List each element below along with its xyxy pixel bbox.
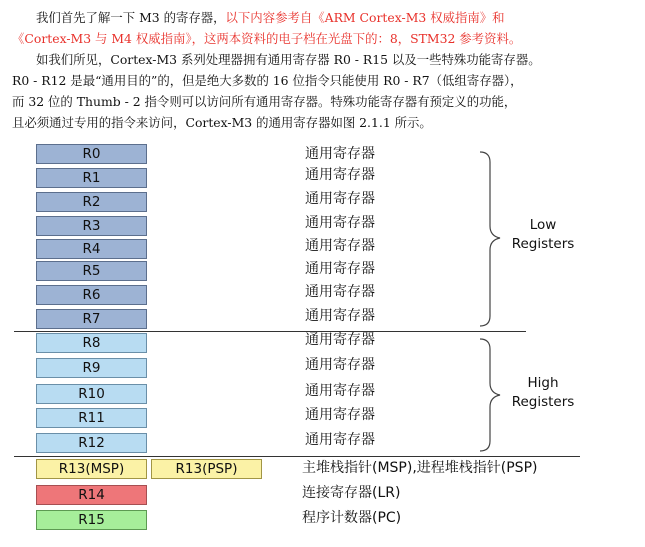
register-r10-desc: 通用寄存器: [305, 383, 375, 399]
register-r0: R0: [36, 144, 147, 164]
register-r1-desc: 通用寄存器: [305, 167, 375, 183]
register-r14: R14: [36, 485, 147, 505]
intro-highlight-c: 《Cortex-M3 与 M4 权威指南》，这两本资料的电子档在光盘下的：8，STM32 参考资料。: [12, 31, 522, 46]
register-r9-desc: 通用寄存器: [305, 357, 375, 373]
intro-line-6: 且必须通过专用的指令来访问，Cortex-M3 的通用寄存器如图 2.1.1 所示。: [12, 115, 432, 130]
register-r0-desc: 通用寄存器: [305, 146, 375, 162]
register-r5-desc: 通用寄存器: [305, 261, 375, 277]
intro-line-1: [36, 8, 645, 28]
high-label-line1: High: [527, 375, 559, 391]
register-r11-desc: 通用寄存器: [305, 407, 375, 423]
intro-text-a: 我们首先了解一下 M3 的寄存器，: [36, 10, 226, 25]
register-r13-psp: R13(PSP): [151, 459, 262, 479]
register-r15: R15: [36, 510, 147, 530]
register-r12-desc: 通用寄存器: [305, 432, 375, 448]
intro-line-3: 如我们所见，Cortex-M3 系列处理器拥有通用寄存器 R0 - R15 以及一些特殊功能寄存器。: [36, 52, 541, 67]
register-r4-desc: 通用寄存器: [305, 238, 375, 254]
register-r3-desc: 通用寄存器: [305, 215, 375, 231]
register-r11: R11: [36, 408, 147, 428]
low-registers-label: [498, 216, 588, 254]
register-r15-desc: 程序计数器(PC): [302, 510, 402, 526]
register-r14-desc: 连接寄存器(LR): [302, 485, 401, 501]
register-r8-desc: 通用寄存器: [305, 332, 375, 348]
low-label-line2: Registers: [511, 236, 575, 252]
register-r2-desc: 通用寄存器: [305, 191, 375, 207]
register-r13-msp: R13(MSP): [36, 459, 147, 479]
register-r3: R3: [36, 216, 147, 236]
register-r13-desc: 主堆栈指针(MSP),进程堆栈指针(PSP): [302, 460, 538, 476]
register-r5: R5: [36, 261, 147, 281]
special-registers-divider: [14, 456, 580, 457]
register-r4: R4: [36, 239, 147, 259]
register-r9: R9: [36, 358, 147, 378]
intro-highlight-b: 以下内容参考自《ARM Cortex-M3 权威指南》和: [225, 10, 505, 25]
register-r10: R10: [36, 384, 147, 404]
high-registers-label: [498, 374, 588, 412]
intro-line-4: R0 - R12 是最“通用目的”的，但是绝大多数的 16 位指令只能使用 R0 - R7（低组寄存器），: [12, 73, 523, 88]
register-r7-desc: 通用寄存器: [305, 308, 375, 324]
high-label-line2: Registers: [511, 394, 575, 410]
register-r8: R8: [36, 333, 147, 353]
register-r1: R1: [36, 168, 147, 188]
register-r6: R6: [36, 285, 147, 305]
low-high-divider: [14, 331, 526, 332]
register-r7: R7: [36, 309, 147, 329]
intro-line-5: 而 32 位的 Thumb - 2 指令则可以访问所有通用寄存器。特殊功能寄存器有预定义的功能，: [12, 94, 517, 109]
low-label-line1: Low: [529, 217, 557, 233]
register-r6-desc: 通用寄存器: [305, 284, 375, 300]
register-r12: R12: [36, 433, 147, 453]
register-r2: R2: [36, 192, 147, 212]
